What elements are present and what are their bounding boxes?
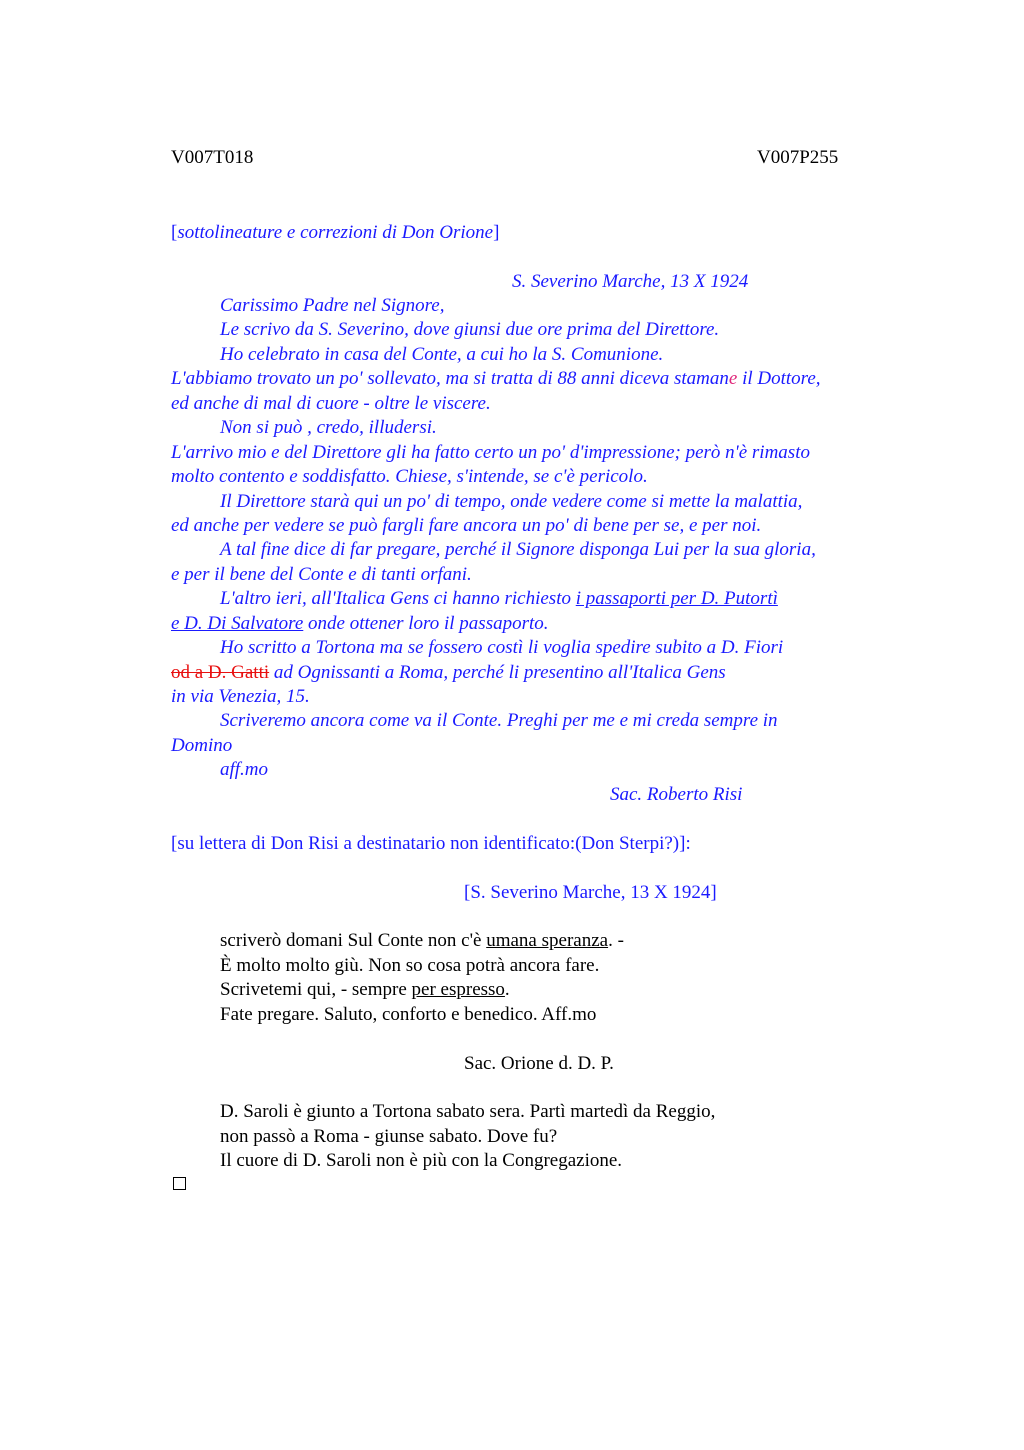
- letter1-text: il Dottore,: [737, 368, 821, 389]
- postscript-line: Il cuore di D. Saroli non è più con la Congregazione.: [220, 1150, 623, 1171]
- letter1-line: Ho celebrato in casa del Conte, a cui ho la S. Comunione.: [220, 344, 664, 365]
- letter1-closing: aff.mo: [220, 759, 269, 780]
- letter1-line: [171, 367, 821, 391]
- underlined-text: per espresso: [411, 979, 505, 1000]
- letter1-line: L'arrivo mio e del Direttore gli ha fatto certo un po' d'impressione; però n'è rimasto: [171, 442, 810, 463]
- letter1-line: ed anche di mal di cuore - oltre le viscere.: [171, 393, 491, 414]
- note-bracket-open: [: [171, 222, 178, 243]
- letter1-line: molto contento e soddisfatto. Chiese, s'intende, se c'è pericolo.: [171, 466, 648, 487]
- document-code-left: V007T018: [171, 147, 254, 168]
- letter1-line: in via Venezia, 15.: [171, 686, 310, 707]
- letter1-line: e per il bene del Conte e di tanti orfani.: [171, 564, 472, 585]
- letter1-text: onde ottener loro il passaporto.: [303, 613, 549, 634]
- letter1-line: [220, 587, 778, 611]
- letter2-text: Scrivetemi qui, - sempre: [220, 979, 412, 1000]
- letter1-greeting: Carissimo Padre nel Signore,: [220, 295, 445, 316]
- letter1-text: ad Ognissanti a Roma, perché li presentino all'Italica Gens: [269, 662, 726, 683]
- editorial-note: [171, 221, 499, 245]
- letter2-line: È molto molto giù. Non so cosa potrà ancora fare.: [220, 955, 600, 976]
- letter2-signature: Sac. Orione d. D. P.: [464, 1053, 614, 1074]
- editorial-note-2: [su lettera di Don Risi a destinatario non identificato:(Don Sterpi?)]:: [171, 833, 691, 854]
- letter2-text: . -: [608, 930, 624, 951]
- letter1-line: Scriveremo ancora come va il Conte. Preghi per me e mi creda sempre in: [220, 710, 778, 731]
- letter2-line: [220, 978, 510, 1002]
- letter2-text: .: [504, 979, 510, 1000]
- underlined-text: umana speranza: [486, 930, 609, 951]
- note-text: sottolineature e correzioni di Don Orione: [177, 222, 494, 243]
- letter1-signature: Sac. Roberto Risi: [610, 784, 743, 805]
- letter1-text: L'altro ieri, all'Italica Gens ci hanno richiesto: [220, 588, 576, 609]
- postscript-line: D. Saroli è giunto a Tortona sabato sera. Partì martedì da Reggio,: [220, 1101, 716, 1122]
- end-marker-box: [173, 1177, 186, 1190]
- letter2-date: [S. Severino Marche, 13 X 1924]: [464, 882, 717, 903]
- letter1-line: [171, 661, 726, 685]
- letter1-date: S. Severino Marche, 13 X 1924: [512, 271, 749, 292]
- document-code-right: V007P255: [757, 147, 839, 168]
- postscript-line: non passò a Roma - giunse sabato. Dove fu?: [220, 1126, 558, 1147]
- letter1-line: Le scrivo da S. Severino, dove giunsi due ore prima del Direttore.: [220, 319, 720, 340]
- note-bracket-close: ]: [493, 222, 500, 243]
- correction-letter: e: [728, 368, 738, 389]
- struck-text: od a D. Gatti: [171, 662, 270, 683]
- letter1-line: A tal fine dice di far pregare, perché il Signore disponga Lui per la sua gloria,: [220, 539, 816, 560]
- underlined-text: e D. Di Salvatore: [171, 613, 304, 634]
- letter1-line: ed anche per vedere se può fargli fare ancora un po' di bene per se, e per noi.: [171, 515, 762, 536]
- letter1-line: Non si può , credo, illudersi.: [220, 417, 437, 438]
- letter2-line: [220, 929, 624, 953]
- letter2-line: Fate pregare. Saluto, conforto e benedico. Aff.mo: [220, 1004, 597, 1025]
- letter2-text: scriverò domani Sul Conte non c'è: [220, 930, 487, 951]
- letter1-line: Il Direttore starà qui un po' di tempo, onde vedere come si mette la malattia,: [220, 491, 803, 512]
- letter1-text: L'abbiamo trovato un po' sollevato, ma si tratta di 88 anni diceva staman: [171, 368, 729, 389]
- letter1-line: Domino: [171, 735, 233, 756]
- letter1-line: [171, 612, 549, 636]
- underlined-text: i passaporti per D. Putortì: [575, 588, 778, 609]
- letter1-line: Ho scritto a Tortona ma se fossero costì li voglia spedire subito a D. Fiori: [220, 637, 784, 658]
